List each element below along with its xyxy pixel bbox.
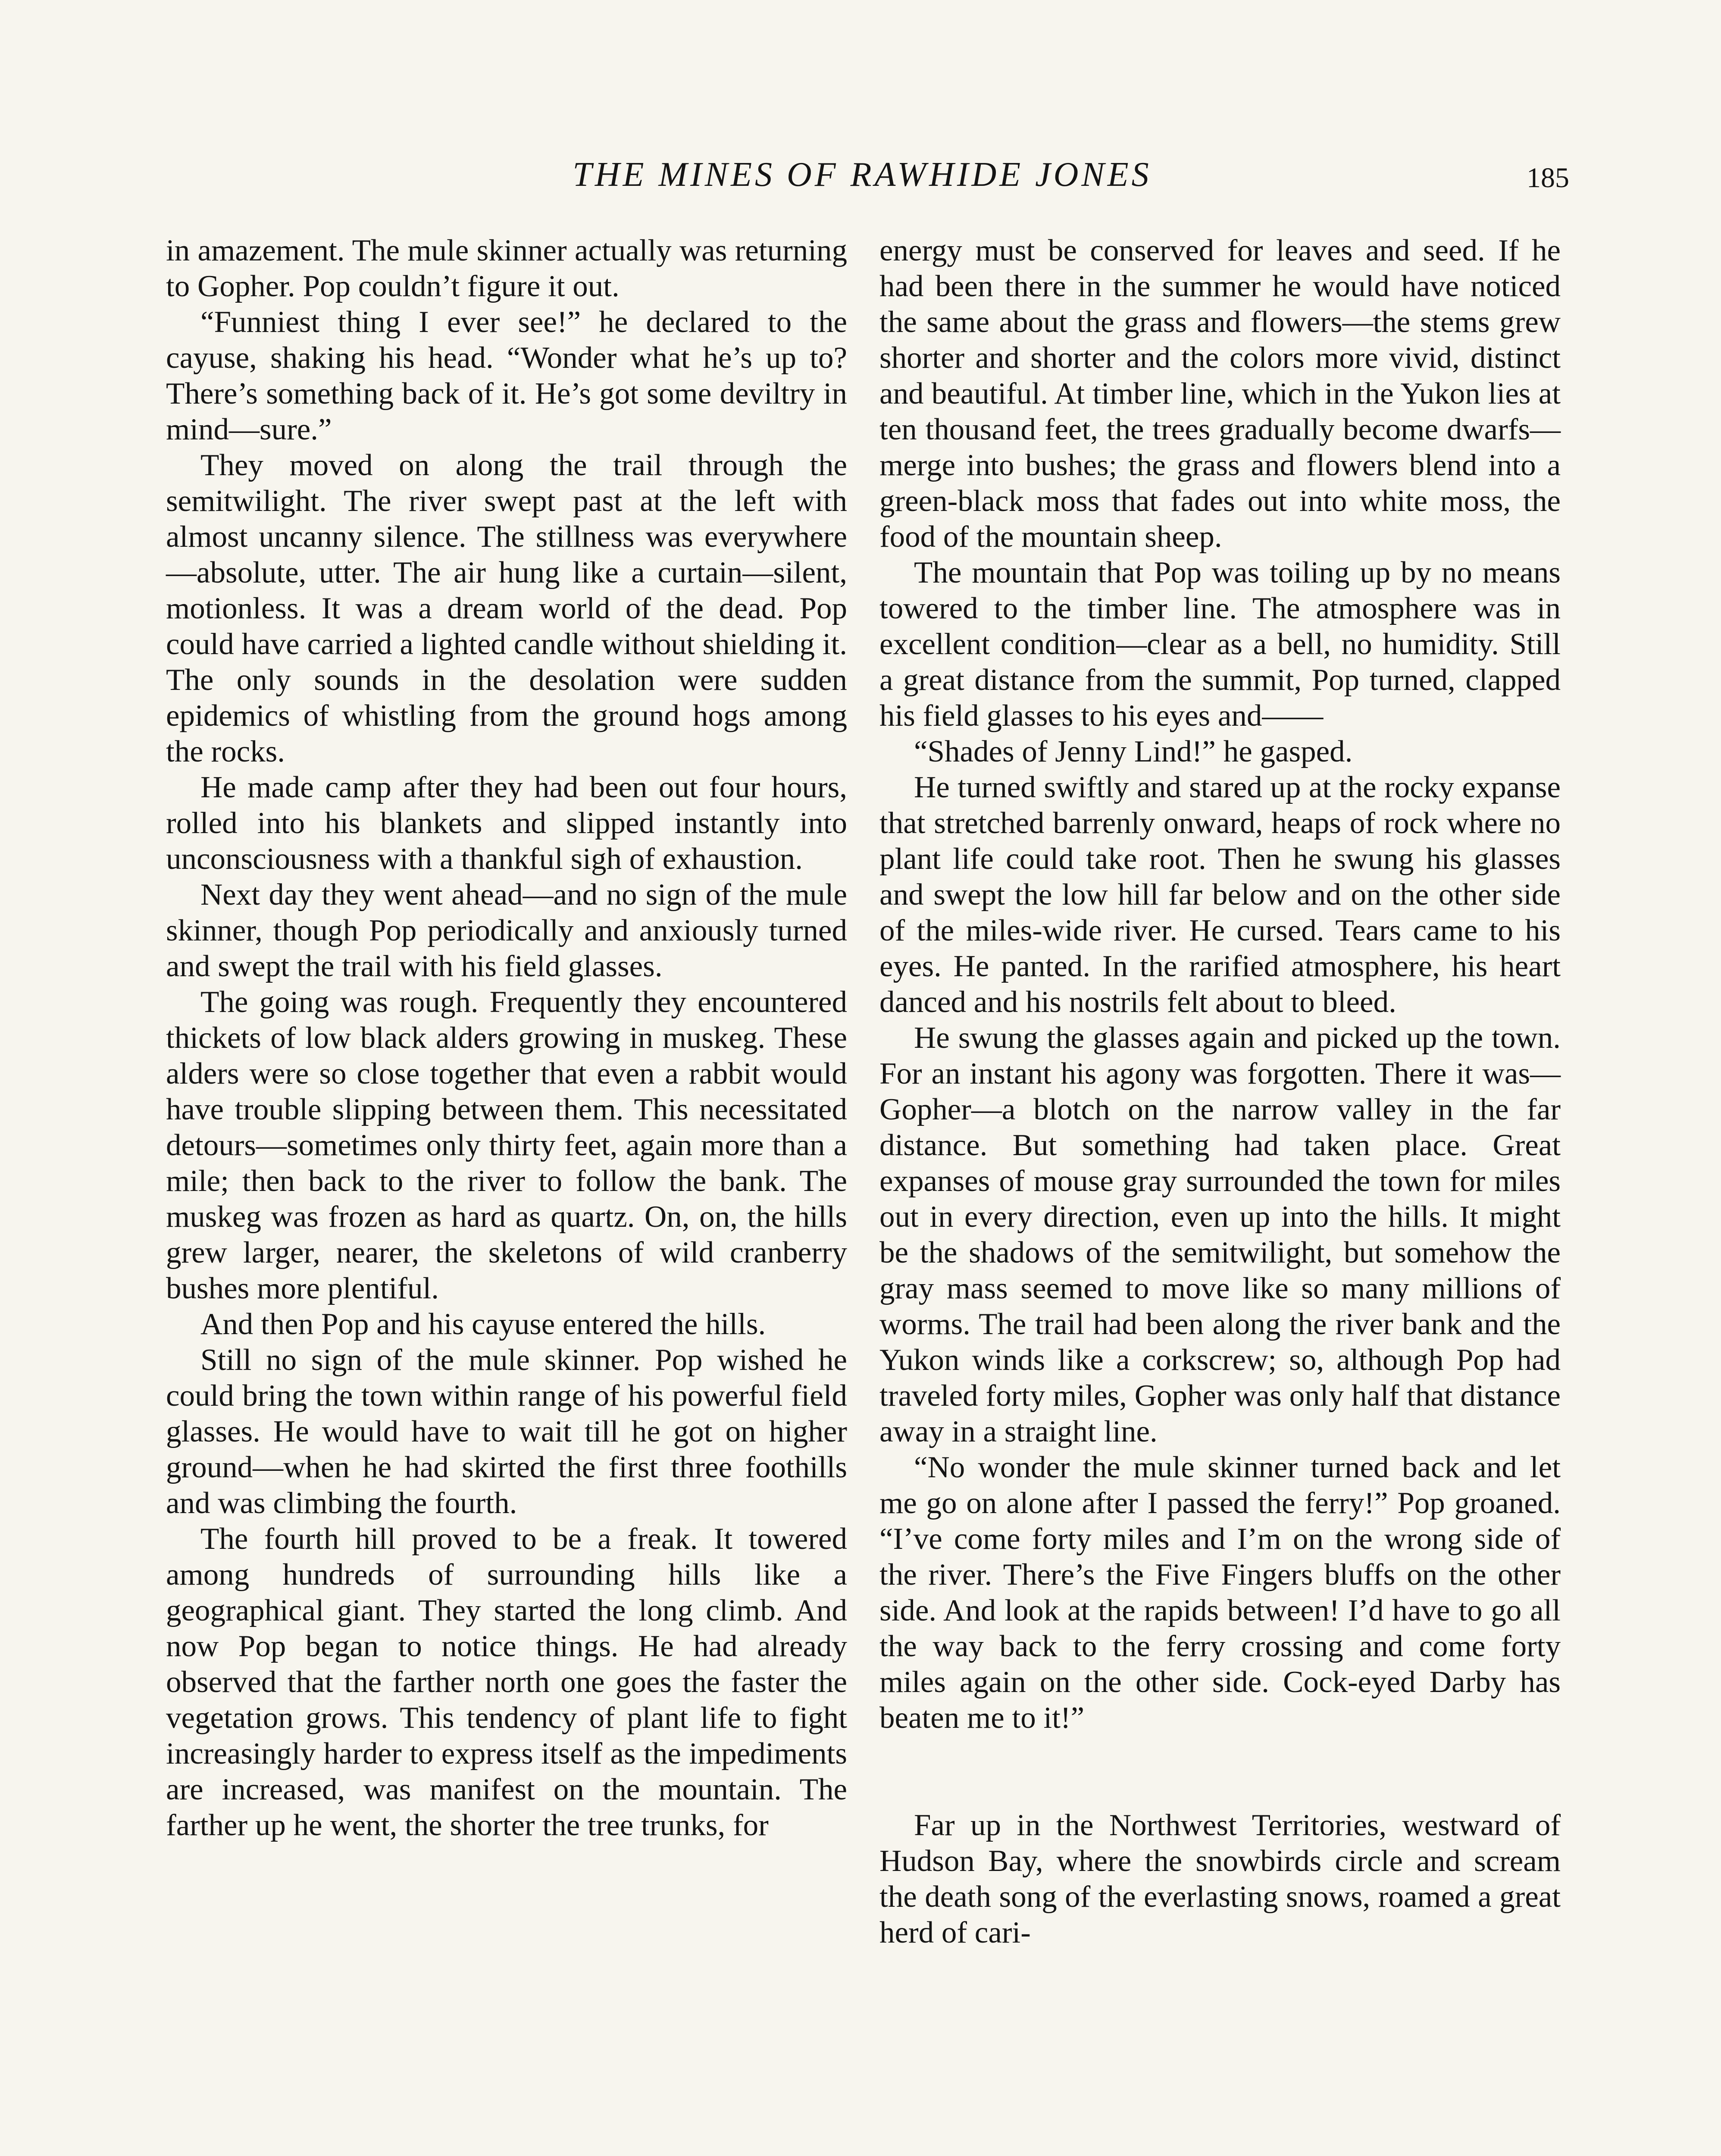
paragraph: He turned swiftly and stared up at the rocky expanse that stretched barrenly onward, heaps of rock where no plant life could take root. Then he swung his glasses and swept the low hill far below and on the other side of the miles-wide river. He cursed. Tears came to his eyes. He panted. In the rarified atmosphere, his heart danced and his nostrils felt about to bleed. (879, 771, 1561, 1019)
paragraph: Next day they went ahead—and no sign of the mule skinner, though Pop periodically and anxiously turned and swept the trail with his field glasses. (166, 878, 847, 983)
paragraph: The going was rough. Frequently they encountered thickets of low black alders growing in muskeg. These alders were so close together that even a rabbit would have trouble slipping between them. This necessitated detours—sometimes only thirty feet, again more than a mile; then back to the river to follow the bank. The muskeg was frozen as hard as quartz. On, on, the hills grew larger, nearer, the skeletons of wild cranberry bushes more plentiful. (166, 985, 847, 1305)
paragraph: The mountain that Pop was toiling up by no means towered to the timber line. The atmosphere was in excellent condition—clear as a bell, no humidity. Still a great distance from the summit, Pop turned, clapped his field glasses to his eyes and—— (879, 556, 1561, 733)
left-column (166, 233, 847, 1843)
running-title: THE MINES OF RAWHIDE JONES (573, 156, 1152, 194)
paragraph: And then Pop and his cayuse entered the hills. (200, 1307, 766, 1341)
paragraph: in amazement. The mule skinner actually was returning to Gopher. Pop couldn’t figure it out. (166, 234, 847, 303)
paragraph: He made camp after they had been out four hours, rolled into his blankets and slipped instantly into unconsciousness with a thankful sigh of exhaustion. (166, 771, 847, 876)
paragraph: “Funniest thing I ever see!” he declared to the cayuse, shaking his head. “Wonder what he’s up to? There’s something back of it. He’s got some deviltry in mind—sure.” (166, 305, 847, 446)
paragraph: “No wonder the mule skinner turned back and let me go on alone after I passed the ferry!” Pop groaned. “I’ve come forty miles and I’m on the wrong side of the river. There’s the Five Fingers bluffs on the other side. And look at the rapids between! I’d have to go all the way back to the ferry crossing and come forty miles again on the other side. Cock-eyed Darby has beaten me to it!” (879, 1451, 1561, 1735)
section-opening-paragraph: Far up in the Northwest Territories, westward of Hudson Bay, where the snowbirds circle and scream the death song of the everlasting snows, roamed a great herd of cari- (879, 1808, 1561, 1949)
running-head (164, 151, 1569, 203)
paragraph: Still no sign of the mule skinner. Pop wished he could bring the town within range of his powerful field glasses. He would have to wait till he got on higher ground—when he had skirted the first three foothills and was climbing the fourth. (166, 1343, 847, 1520)
paragraph: He swung the glasses again and picked up the town. For an instant his agony was forgotten. There it was—Gopher—a blotch on the narrow valley in the far distance. But something had taken place. Great expanses of mouse gray surrounded the town for miles out in every direction, even up into the hills. It might be the shadows of the semitwilight, but somehow the gray mass seemed to move like so many millions of worms. The trail had been along the river bank and the Yukon winds like a corkscrew; so, although Pop had traveled forty miles, Gopher was only half that distance away in a straight line. (879, 1021, 1561, 1448)
right-column (879, 233, 1561, 1951)
paragraph: “Shades of Jenny Lind!” he gasped. (914, 735, 1353, 768)
page-number: 185 (1527, 162, 1569, 194)
paragraph: energy must be conserved for leaves and seed. If he had been there in the summer he would have noticed the same about the grass and flowers—the stems grew shorter and shorter and the colors more vivid, distinct and beautiful. At timber line, which in the Yukon lies at ten thousand feet, the trees gradually become dwarfs—merge into bushes; the grass and flowers blend into a green-black moss that fades out into white moss, the food of the mountain sheep. (879, 234, 1561, 554)
paragraph: They moved on along the trail through the semitwilight. The river swept past at the left with almost uncanny silence. The stillness was everywhere—absolute, utter. The air hung like a curtain—silent, motionless. It was a dream world of the dead. Pop could have carried a lighted candle without shielding it. The only sounds in the desolation were sudden epidemics of whistling from the ground hogs among the rocks. (166, 448, 847, 768)
paragraph: The fourth hill proved to be a freak. It towered among hundreds of surrounding hills like a geographical giant. They started the long climb. And now Pop began to notice things. He had already observed that the farther north one goes the faster the vegetation grows. This tendency of plant life to fight increasingly harder to express itself as the impediments are increased, was manifest on the mountain. The farther up he went, the shorter the tree trunks, for (166, 1522, 847, 1842)
